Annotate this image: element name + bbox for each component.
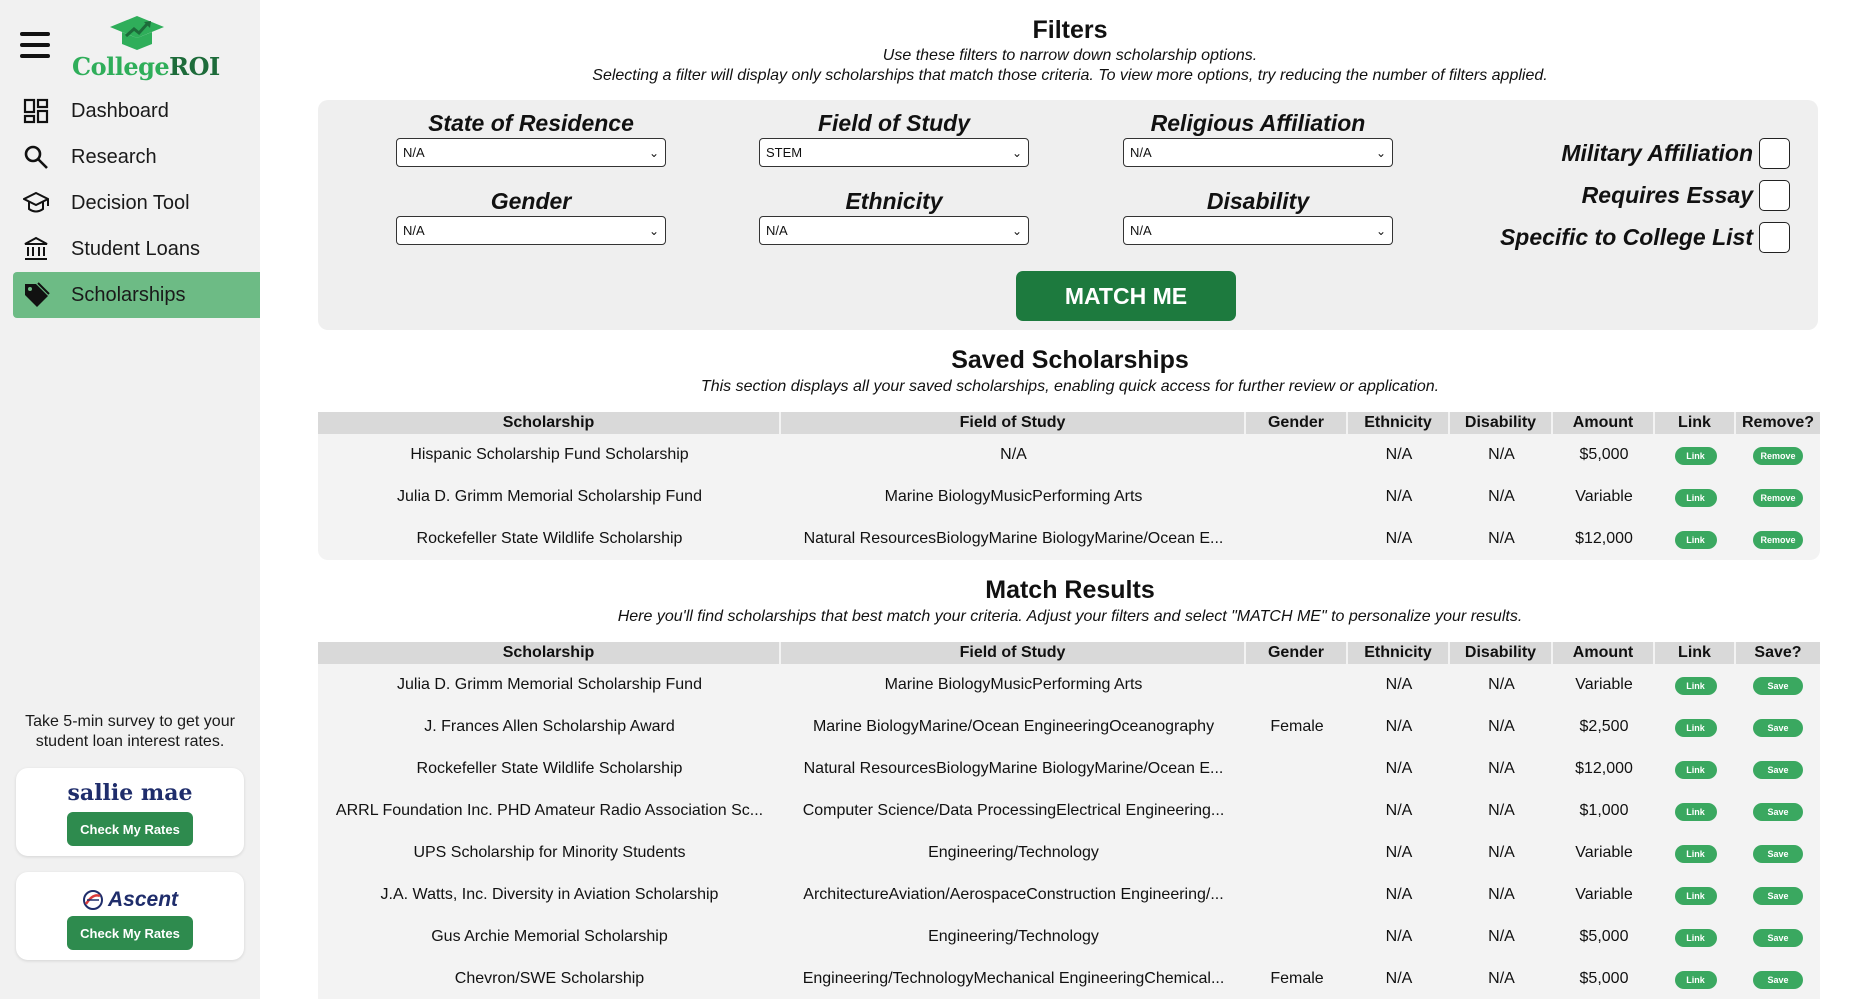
ascent-check-rates-button[interactable]: Check My Rates <box>67 916 193 950</box>
cell-action <box>1736 676 1820 695</box>
bank-icon <box>21 234 51 264</box>
sidebar-item-dashboard[interactable] <box>13 88 260 134</box>
chevron-down-icon: ⌄ <box>1375 223 1386 238</box>
gender-filter <box>396 186 666 245</box>
match-results-table <box>318 642 1820 999</box>
cell-ethnicity: N/A <box>1385 446 1413 463</box>
cell-link <box>1655 970 1736 989</box>
cell-ethnicity: N/A <box>1385 676 1413 693</box>
column-header: Disability <box>1450 412 1553 434</box>
link-button[interactable]: Link <box>1675 803 1717 821</box>
chevron-down-icon: ⌄ <box>1011 223 1022 238</box>
cell-action <box>1736 928 1820 947</box>
cell-disability: N/A <box>1488 488 1515 505</box>
link-button[interactable]: Link <box>1675 761 1717 779</box>
cell-action <box>1736 886 1820 905</box>
chevron-down-icon: ⌄ <box>1011 145 1022 160</box>
cell-disability: N/A <box>1488 802 1515 819</box>
graduation-cap-logo-icon <box>108 14 166 52</box>
cell-link <box>1655 928 1736 947</box>
link-button[interactable]: Link <box>1675 447 1717 465</box>
cell-link <box>1655 844 1736 863</box>
table-row <box>318 790 1820 832</box>
column-header: Save? <box>1754 644 1802 661</box>
table-row <box>318 434 1820 476</box>
column-header: Field of Study <box>781 412 1246 434</box>
cell-field: Marine BiologyMusicPerforming Arts <box>884 488 1143 505</box>
table-row <box>318 476 1820 518</box>
cell-ethnicity: N/A <box>1385 760 1413 777</box>
gender-label: Gender <box>490 188 572 214</box>
table-row <box>318 748 1820 790</box>
link-button[interactable]: Link <box>1675 719 1717 737</box>
column-header: Scholarship <box>318 642 781 664</box>
cell-name: UPS Scholarship for Minority Students <box>413 844 686 861</box>
ethnicity-select[interactable]: N/A ⌄ <box>759 216 1029 245</box>
sidebar-item-label: Dashboard <box>71 99 169 122</box>
table-row <box>318 874 1820 916</box>
ethnicity-label: Ethnicity <box>845 188 943 214</box>
search-icon <box>21 142 51 172</box>
results-subtitle: Here you'll find scholarships that best match your criteria. Adjust your filters and select "MATCH ME" to personalize your results. <box>617 608 1523 625</box>
cell-link <box>1655 676 1736 695</box>
cell-field: Engineering/TechnologyMechanical EngineeringChemical... <box>802 970 1225 987</box>
cell-disability: N/A <box>1488 530 1515 547</box>
cell-ethnicity: N/A <box>1385 928 1413 945</box>
sidebar <box>0 0 260 999</box>
cell-amount: Variable <box>1575 488 1633 505</box>
ascent-logo: Ascent <box>16 888 244 912</box>
disability-filter <box>1123 186 1393 245</box>
chevron-down-icon: ⌄ <box>1375 145 1386 160</box>
cell-field: ArchitectureAviation/AerospaceConstruction Engineering/... <box>803 886 1224 903</box>
saved-subtitle: This section displays all your saved scholarships, enabling quick access for further review or application. <box>700 378 1440 395</box>
cell-disability: N/A <box>1488 970 1515 987</box>
column-header: Link <box>1655 642 1736 664</box>
link-button[interactable]: Link <box>1675 531 1717 549</box>
remove-button[interactable]: Remove <box>1753 489 1803 507</box>
cell-disability: N/A <box>1488 446 1515 463</box>
column-header: Ethnicity <box>1348 412 1450 434</box>
cell-link <box>1655 488 1736 507</box>
save-button[interactable]: Save <box>1753 761 1803 779</box>
table-row <box>318 832 1820 874</box>
column-header: Gender <box>1246 642 1348 664</box>
link-button[interactable]: Link <box>1675 887 1717 905</box>
cell-link <box>1655 718 1736 737</box>
cell-action <box>1736 970 1820 989</box>
cell-disability: N/A <box>1488 844 1515 861</box>
cell-action <box>1736 718 1820 737</box>
cell-amount: $5,000 <box>1579 446 1629 463</box>
save-button[interactable]: Save <box>1753 845 1803 863</box>
sidebar-item-student-loans[interactable] <box>13 226 260 272</box>
sallie-mae-card <box>16 768 244 856</box>
cell-link <box>1655 802 1736 821</box>
gender-select[interactable]: N/A ⌄ <box>396 216 666 245</box>
cell-link <box>1655 530 1736 549</box>
ethnicity-filter <box>759 186 1029 245</box>
link-button[interactable]: Link <box>1675 489 1717 507</box>
cell-field: Marine BiologyMusicPerforming Arts <box>884 676 1143 693</box>
disability-select[interactable]: N/A ⌄ <box>1123 216 1393 245</box>
essay-checkbox[interactable] <box>1759 180 1790 211</box>
save-button[interactable]: Save <box>1753 719 1803 737</box>
column-header: Ethnicity <box>1348 642 1450 664</box>
filters-subtitle-2: Selecting a filter will display only scholarships that match those criteria. To view more options, try reducing the number of filters applied. <box>592 67 1548 84</box>
saved-scholarships-table <box>318 412 1820 560</box>
saved-title: Saved Scholarships <box>951 346 1189 374</box>
column-header: Amount <box>1553 642 1655 664</box>
sidebar-item-label: Research <box>71 145 157 168</box>
cell-gender: Female <box>1270 718 1324 735</box>
table-header <box>318 412 1820 434</box>
state-filter <box>396 108 666 167</box>
military-label: Military Affiliation <box>1561 140 1753 166</box>
cell-action <box>1736 802 1820 821</box>
cell-amount: $12,000 <box>1575 760 1633 777</box>
cell-amount: $1,000 <box>1579 802 1629 819</box>
filters-title: Filters <box>1032 16 1108 44</box>
ascent-globe-icon <box>82 889 104 911</box>
sidebar-item-label: Scholarships <box>71 283 186 306</box>
save-button[interactable]: Save <box>1753 887 1803 905</box>
college-list-filter <box>1500 222 1790 253</box>
college-list-checkbox[interactable] <box>1759 222 1790 253</box>
cell-field: Computer Science/Data ProcessingElectrical Engineering... <box>802 802 1225 819</box>
college-list-label: Specific to College List <box>1499 224 1753 250</box>
table-row <box>318 706 1820 748</box>
cell-name: J. Frances Allen Scholarship Award <box>424 718 675 735</box>
cell-action <box>1736 530 1820 549</box>
cell-ethnicity: N/A <box>1385 970 1413 987</box>
table-row <box>318 664 1820 706</box>
cell-disability: N/A <box>1488 718 1515 735</box>
chevron-down-icon: ⌄ <box>648 223 659 238</box>
cell-ethnicity: N/A <box>1385 530 1413 547</box>
religion-label: Religious Affiliation <box>1150 110 1366 136</box>
cell-field: Marine BiologyMarine/Ocean EngineeringOceanography <box>812 718 1215 735</box>
link-button[interactable]: Link <box>1675 677 1717 695</box>
column-header: Scholarship <box>318 412 781 434</box>
link-button[interactable]: Link <box>1675 929 1717 947</box>
essay-filter <box>1582 180 1790 211</box>
column-header: Remove? <box>1741 414 1815 431</box>
cell-name: Julia D. Grimm Memorial Scholarship Fund <box>397 676 702 693</box>
logo-text: CollegeROI <box>72 52 220 81</box>
main-content <box>260 0 1858 999</box>
college-roi-logo[interactable] <box>72 14 220 84</box>
cell-name: Julia D. Grimm Memorial Scholarship Fund <box>397 488 702 505</box>
filters-subtitle-1: Use these filters to narrow down scholarship options. <box>882 47 1258 64</box>
remove-button[interactable]: Remove <box>1753 531 1803 549</box>
loan-survey-text: Take 5-min survey to get your student loan interest rates. <box>25 713 235 750</box>
cell-link <box>1655 886 1736 905</box>
religion-filter <box>1123 108 1393 167</box>
save-button[interactable]: Save <box>1753 803 1803 821</box>
cell-amount: $2,500 <box>1579 718 1629 735</box>
cell-link <box>1655 760 1736 779</box>
cell-action <box>1736 760 1820 779</box>
column-header: Link <box>1655 412 1736 434</box>
ascent-card <box>16 872 244 960</box>
column-header: Disability <box>1450 642 1553 664</box>
chevron-down-icon: ⌄ <box>648 145 659 160</box>
menu-icon[interactable] <box>20 32 50 58</box>
cell-amount: $12,000 <box>1575 530 1633 547</box>
save-button[interactable]: Save <box>1753 929 1803 947</box>
cell-gender: Female <box>1270 970 1324 987</box>
cell-name: Rockefeller State Wildlife Scholarship <box>416 530 683 547</box>
sidebar-item-decision-tool[interactable] <box>13 180 260 226</box>
cell-field: Engineering/Technology <box>928 928 1099 945</box>
field-label: Field of Study <box>817 110 971 136</box>
cell-disability: N/A <box>1488 760 1515 777</box>
cell-field: N/A <box>1000 446 1027 463</box>
religion-select[interactable]: N/A ⌄ <box>1123 138 1393 167</box>
sidebar-item-label: Decision Tool <box>71 191 190 214</box>
disability-label: Disability <box>1206 188 1310 214</box>
remove-button[interactable]: Remove <box>1753 447 1803 465</box>
link-button[interactable]: Link <box>1675 971 1717 989</box>
dashboard-icon <box>21 96 51 126</box>
sidebar-item-scholarships[interactable] <box>13 272 260 318</box>
match-me-button[interactable]: MATCH ME <box>1016 271 1236 321</box>
cell-disability: N/A <box>1488 886 1515 903</box>
cell-disability: N/A <box>1488 928 1515 945</box>
table-row <box>318 916 1820 958</box>
cell-action <box>1736 844 1820 863</box>
cell-ethnicity: N/A <box>1385 488 1413 505</box>
cell-field: Natural ResourcesBiologyMarine BiologyMarine/Ocean E... <box>803 530 1224 547</box>
cell-action <box>1736 488 1820 507</box>
military-checkbox[interactable] <box>1759 138 1790 169</box>
cell-action <box>1736 446 1820 465</box>
cell-name: Rockefeller State Wildlife Scholarship <box>416 760 683 777</box>
military-filter <box>1561 138 1790 169</box>
cell-amount: Variable <box>1575 886 1633 903</box>
cell-name: Chevron/SWE Scholarship <box>454 970 645 987</box>
cell-field: Natural ResourcesBiologyMarine BiologyMarine/Ocean E... <box>803 760 1224 777</box>
cell-field: Engineering/Technology <box>928 844 1099 861</box>
graduation-cap-icon <box>21 188 51 218</box>
state-label: State of Residence <box>428 110 634 136</box>
column-header: Field of Study <box>781 642 1246 664</box>
cell-ethnicity: N/A <box>1385 886 1413 903</box>
cell-amount: $5,000 <box>1579 970 1629 987</box>
cell-amount: Variable <box>1575 676 1633 693</box>
save-button[interactable]: Save <box>1753 677 1803 695</box>
column-header: Gender <box>1246 412 1348 434</box>
sidebar-nav <box>13 88 260 318</box>
table-row <box>318 958 1820 999</box>
filters-panel <box>318 100 1818 330</box>
field-select[interactable]: STEM ⌄ <box>759 138 1029 167</box>
save-button[interactable]: Save <box>1753 971 1803 989</box>
cell-name: Hispanic Scholarship Fund Scholarship <box>410 446 689 463</box>
table-row <box>318 518 1820 560</box>
cell-name: Gus Archie Memorial Scholarship <box>431 928 668 945</box>
results-title: Match Results <box>985 576 1155 604</box>
cell-name: J.A. Watts, Inc. Diversity in Aviation Scholarship <box>380 886 719 903</box>
essay-label: Requires Essay <box>1581 182 1753 208</box>
cell-ethnicity: N/A <box>1385 844 1413 861</box>
sallie-mae-logo: sallie mae <box>67 780 193 806</box>
sidebar-item-label: Student Loans <box>71 237 200 260</box>
cell-disability: N/A <box>1488 676 1515 693</box>
tag-icon <box>21 280 51 310</box>
cell-amount: Variable <box>1575 844 1633 861</box>
cell-link <box>1655 446 1736 465</box>
sidebar-item-research[interactable] <box>13 134 260 180</box>
cell-ethnicity: N/A <box>1385 718 1413 735</box>
link-button[interactable]: Link <box>1675 845 1717 863</box>
sallie-mae-check-rates-button[interactable]: Check My Rates <box>67 812 193 846</box>
table-header <box>318 642 1820 664</box>
field-filter <box>759 108 1029 167</box>
column-header: Amount <box>1553 412 1655 434</box>
cell-amount: $5,000 <box>1579 928 1629 945</box>
cell-name: ARRL Foundation Inc. PHD Amateur Radio Association Sc... <box>335 802 764 819</box>
state-select[interactable]: N/A ⌄ <box>396 138 666 167</box>
cell-ethnicity: N/A <box>1385 802 1413 819</box>
